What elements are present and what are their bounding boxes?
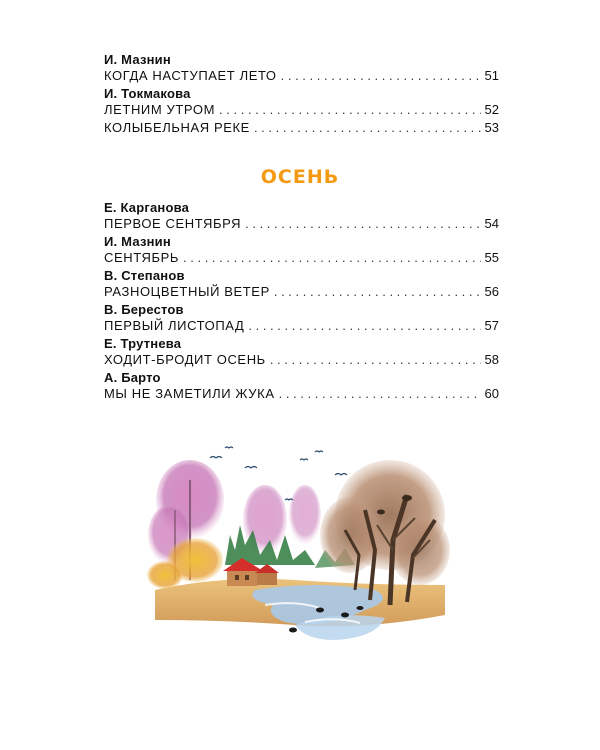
entry-title: КОЛЫБЕЛЬНАЯ РЕКЕ <box>104 120 250 135</box>
section-title-autumn: ОСЕНЬ <box>260 166 340 188</box>
author-name: В. Степанов <box>104 268 185 283</box>
dot-leader <box>254 120 481 136</box>
author-name: И. Мазнин <box>104 234 171 249</box>
entry-title: ХОДИТ-БРОДИТ ОСЕНЬ <box>104 352 266 367</box>
entry-title: ПЕРВОЕ СЕНТЯБРЯ <box>104 216 242 231</box>
dot-leader <box>245 216 480 232</box>
page-number: 57 <box>484 318 499 333</box>
toc-group <box>104 86 499 136</box>
toc-entry[interactable] <box>104 284 499 300</box>
page-number: 58 <box>484 352 499 367</box>
page-number: 52 <box>484 102 499 117</box>
page-number: 55 <box>484 250 499 265</box>
dot-leader <box>183 250 481 266</box>
dot-leader <box>248 318 480 334</box>
entry-title: КОГДА НАСТУПАЕТ ЛЕТО <box>104 68 277 83</box>
toc-entry[interactable] <box>104 318 499 334</box>
toc-entry[interactable] <box>104 216 499 232</box>
toc-group <box>104 268 499 300</box>
page-number: 60 <box>484 386 499 401</box>
dot-leader <box>279 386 481 402</box>
author-name: Е. Трутнева <box>104 336 182 351</box>
toc-entry[interactable] <box>104 352 499 368</box>
toc-entry[interactable] <box>104 250 499 266</box>
entry-title: СЕНТЯБРЬ <box>104 250 180 265</box>
toc-block-summer <box>104 52 499 138</box>
dot-leader <box>274 284 481 300</box>
toc-block-autumn <box>104 200 499 404</box>
toc-entry[interactable] <box>104 102 499 118</box>
author-name: И. Токмакова <box>104 86 191 101</box>
entry-title: МЫ НЕ ЗАМЕТИЛИ ЖУКА <box>104 386 275 401</box>
entry-title: ПЕРВЫЙ ЛИСТОПАД <box>104 318 245 333</box>
page-number: 56 <box>484 284 499 299</box>
autumn-landscape-illustration <box>145 440 455 645</box>
entry-title: РАЗНОЦВЕТНЫЙ ВЕТЕР <box>104 284 270 299</box>
author-name: И. Мазнин <box>104 52 171 67</box>
toc-group <box>104 336 499 368</box>
dot-leader <box>270 352 481 368</box>
page-number: 53 <box>484 120 499 135</box>
toc-entry[interactable] <box>104 68 499 84</box>
author-name: В. Берестов <box>104 302 184 317</box>
page-number: 51 <box>484 68 499 83</box>
entry-title: ЛЕТНИМ УТРОМ <box>104 102 216 117</box>
dot-leader <box>219 102 480 118</box>
author-name: Е. Карганова <box>104 200 190 215</box>
toc-group <box>104 302 499 334</box>
author-name: А. Барто <box>104 370 161 385</box>
toc-entry[interactable] <box>104 120 499 136</box>
toc-group <box>104 52 499 84</box>
toc-group <box>104 370 499 402</box>
dot-leader <box>281 68 481 84</box>
toc-group <box>104 200 499 232</box>
toc-entry[interactable] <box>104 386 499 402</box>
page-number: 54 <box>484 216 499 231</box>
toc-group <box>104 234 499 266</box>
